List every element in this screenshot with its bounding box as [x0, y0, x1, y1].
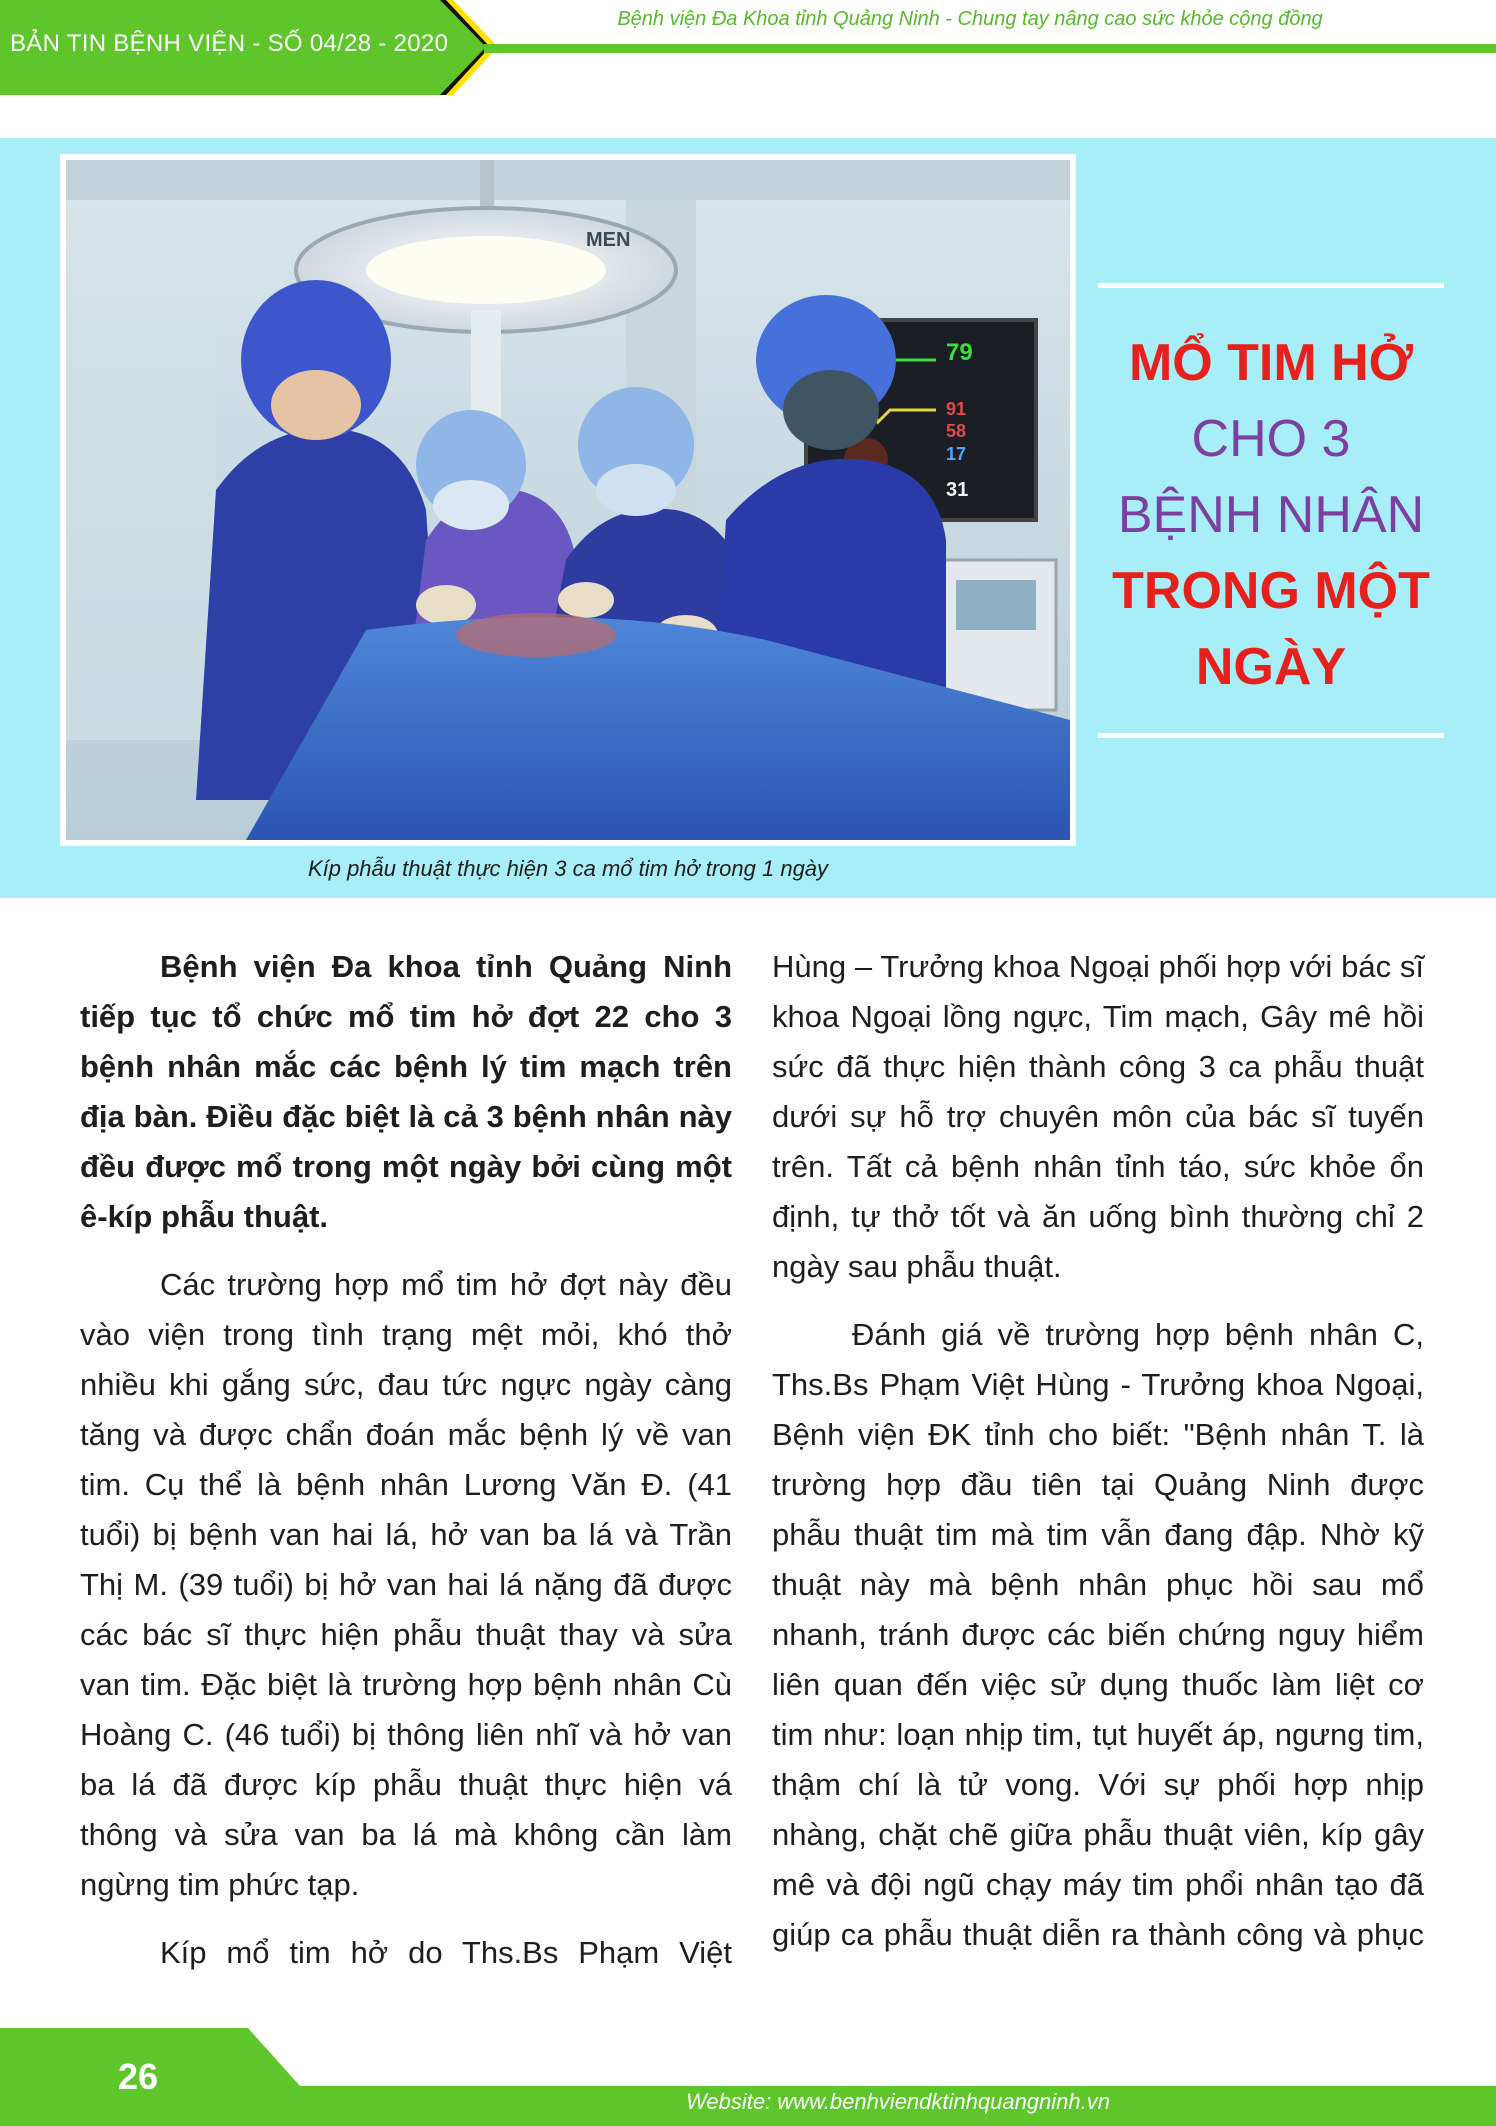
monitor-temp: 31: [946, 479, 969, 501]
lead-paragraph: Bệnh viện Đa khoa tỉnh Quảng Ninh tiếp tục tổ chức mổ tim hở đợt 22 cho 3 bệnh nhân mắc các bệnh lý tim mạch trên địa bàn. Điều đặc biệt là cả 3 bệnh nhân này đều được mổ trong một ngày bởi cùng một ê-kíp phẫu thuật.: [80, 949, 732, 1234]
body-paragraph: Hùng – Trưởng khoa Ngoại phối hợp với bác sĩ khoa Ngoại lồng ngực, Tim mạch, Gây mê hồi sức đã thực hiện thành công 3 ca phẫu thuật dưới sự hỗ trợ chuyên môn của bác sĩ tuyến trên. Tất cả bệnh nhân tỉnh táo, sức khỏe ổn định, tự thở tốt và ăn uống bình thường chỉ 2 ngày sau phẫu thuật.: [772, 949, 1424, 1284]
lamp-brand: MEN: [586, 229, 631, 251]
title-line-3: BỆNH NHÂN: [1117, 486, 1425, 544]
monitor-sys: 91: [946, 399, 967, 419]
title-line-2: CHO 3: [1191, 410, 1351, 468]
page-number: 26: [118, 2056, 159, 2097]
title-rule-top: [1098, 283, 1444, 288]
body-paragraph: Đánh giá về trường hợp bệnh nhân C, Ths.Bs Phạm Việt Hùng - Trưởng khoa Ngoại, Bệnh viện ĐK tỉnh cho biết: "Bệnh nhân T. là trường hợp đầu tiên tại Quảng Ninh được phẫu thuật tim mà tim vẫn đang đập. Nhờ kỹ thuật này mà bệnh nhân phục hồi sau mổ nhanh, tránh được các biến chứng nguy hiểm liên quan đến việc sử dụng thuốc làm liệt cơ tim như: loạn nhịp tim, tụt huyết áp, ngưng tim, thậm chí là tử vong. Với sự phối hợp nhịp nhàng, chặt chẽ giữa phẫu thuật viên, kíp gây mê và đội ngũ chạy máy tim phổi nhân tạo đã giúp ca phẫu thuật diễn ra thành công và phục: [772, 1317, 1424, 1952]
bulletin-title: BẢN TIN BỆNH VIỆN - SỐ 04/28 - 2020: [10, 30, 449, 57]
article-title: [1090, 325, 1452, 705]
monitor-dia: 58: [946, 421, 967, 441]
monitor-cvp: 17: [946, 444, 967, 464]
body-paragraph: Các trường hợp mổ tim hở đợt này đều vào viện trong tình trạng mệt mỏi, khó thở nhiều khi gắng sức, đau tức ngực ngày càng tăng và được chẩn đoán mắc bệnh lý về van tim. Cụ thể là bệnh nhân Lương Văn Đ. (41 tuổi) bị bệnh van hai lá, hở van ba lá và Trần Thị M. (39 tuổi) bị hở van hai lá nặng đã được các bác sĩ thực hiện phẫu thuật thay và sửa van tim. Đặc biệt là trường hợp bệnh nhân Cù Hoàng C. (46 tuổi) bị thông liên nhĩ và hở van ba lá đã được kíp phẫu thuật thực hiện vá thông và sửa van ba lá mà không cần làm ngừng tim phức tạp.: [80, 1267, 732, 1902]
photo-caption: Kíp phẫu thuật thực hiện 3 ca mổ tim hở trong 1 ngày: [307, 856, 829, 881]
surgery-photo: [66, 160, 1070, 840]
article-column-right: [772, 942, 1424, 1978]
header-rule: [484, 44, 1496, 53]
hospital-slogan: Bệnh viện Đa Khoa tỉnh Quảng Ninh - Chung tay nâng cao sức khỏe cộng đồng: [617, 8, 1323, 30]
body-paragraph: Kíp mổ tim hở do Ths.Bs Phạm Việt: [160, 1935, 732, 1970]
title-line-4: TRONG MỘT: [1112, 562, 1430, 620]
article-column-left: [80, 942, 732, 1996]
title-rule-bottom: [1098, 733, 1444, 738]
title-line-5: NGÀY: [1195, 638, 1347, 696]
title-line-1: MỔ TIM HỞ: [1128, 334, 1414, 392]
website-link[interactable]: Website: www.benhviendktinhquangninh.vn: [686, 2089, 1110, 2114]
monitor-hr: 79: [946, 339, 973, 366]
